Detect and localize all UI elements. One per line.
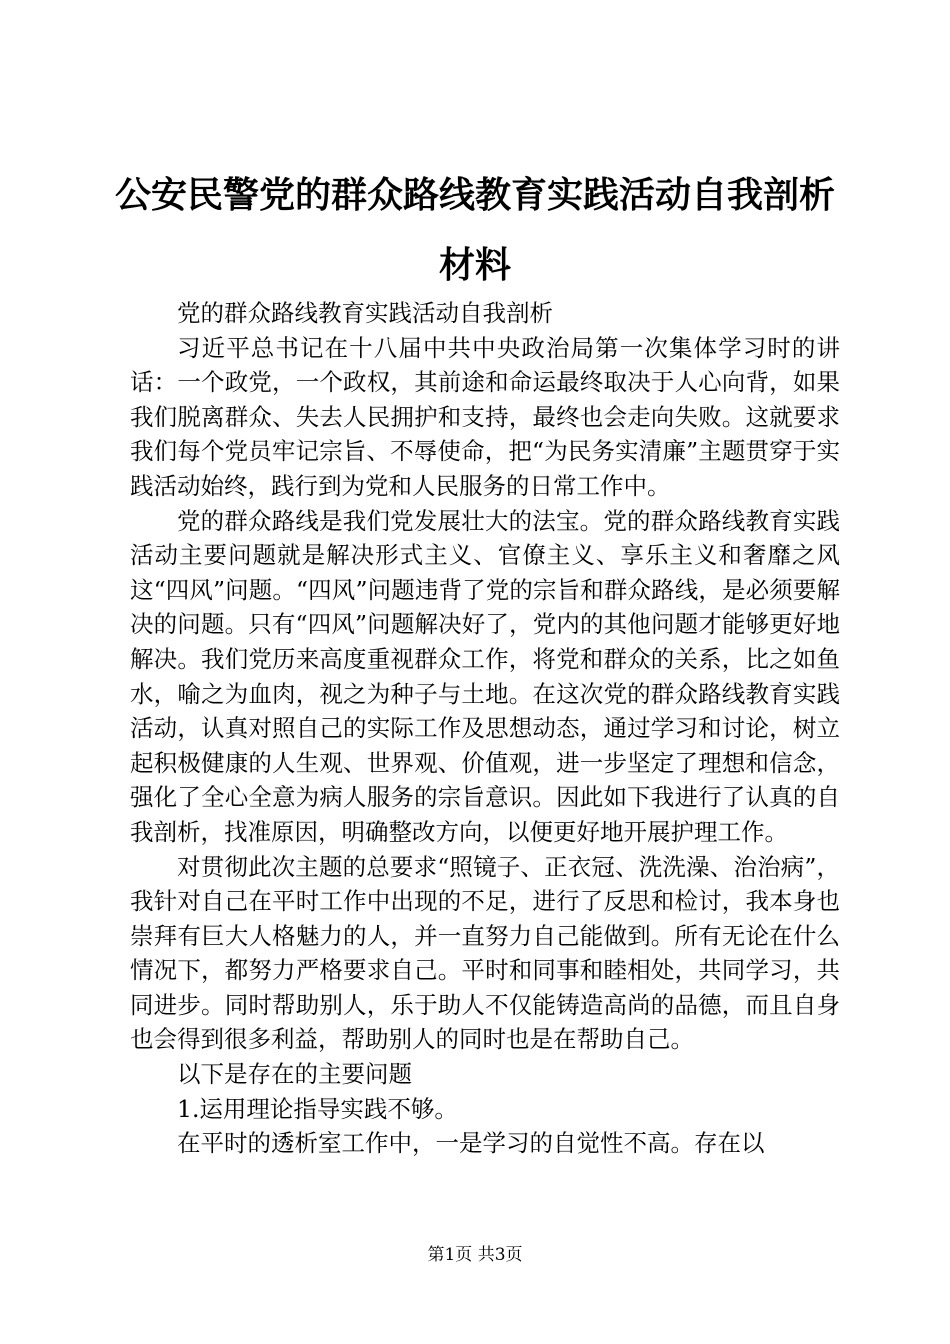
paragraph: 习近平总书记在十八届中共中央政治局第一次集体学习时的讲话：一个政党，一个政权，其前途和命运最终取决于人心向背，如果我们脱离群众、失去人民拥护和支持，最终也会走向失败。这就要求我们每个党员牢记宗旨、不辱使命，把“为民务实清廉”主题贯穿于实践活动始终，践行到为党和人民服务的日常工作中。: [130, 333, 840, 500]
paragraph-list-item: 1.运用理论指导实践不够。: [177, 1094, 458, 1123]
paragraph-subtitle: 党的群众路线教育实践活动自我剖析: [177, 299, 553, 327]
paragraph: 党的群众路线是我们党发展壮大的法宝。党的群众路线教育实践活动主要问题就是解决形式主义、官僚主义、享乐主义和奢靡之风这“四风”问题。“四风”问题违背了党的宗旨和群众路线，是必须要解决的问题。只有“四风”问题解决好了，党内的其他问题才能够更好地解决。我们党历来高度重视群众工作，将党和群众的关系，比之如鱼水，喻之为血肉，视之为种子与土地。在这次党的群众路线教育实践活动，认真对照自己的实际工作及思想动态，通过学习和讨论，树立起积极健康的人生观、世界观、价值观，进一步坚定了理想和信念，强化了全心全意为病人服务的宗旨意识。因此如下我进行了认真的自我剖析，找准原因，明确整改方向，以便更好地开展护理工作。: [130, 506, 840, 846]
paragraph: 在平时的透析室工作中，一是学习的自觉性不高。存在以: [177, 1129, 765, 1158]
document-body: [130, 296, 840, 1161]
page-footer: 第1页 共3页: [427, 1245, 523, 1265]
document-title: 公安民警党的群众路线教育实践活动自我剖析材料: [114, 174, 835, 286]
paragraph: 对贯彻此次主题的总要求“照镜子、正衣冠、洗洗澡、治治病”，我针对自己在平时工作中出现的不足，进行了反思和检讨，我本身也崇拜有巨大人格魅力的人，并一直努力自己能做到。所有无论在什么情况下，都努力严格要求自己。平时和同事和睦相处，共同学习，共同进步。同时帮助别人，乐于助人不仅能铸造高尚的品德，而且自身也会得到很多利益，帮助别人的同时也是在帮助自己。: [130, 852, 840, 1054]
paragraph: 以下是存在的主要问题: [177, 1060, 412, 1089]
